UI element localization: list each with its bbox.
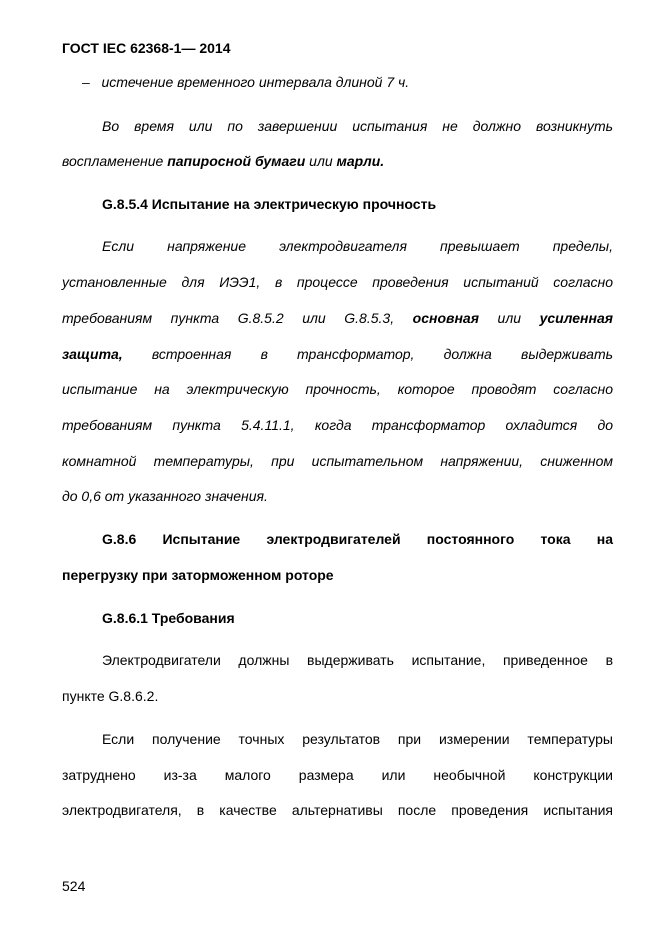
text-run: воспламенение: [62, 153, 168, 169]
term-cigarette-paper: папиросной бумаги: [167, 153, 306, 169]
paragraph-4-line-2: затруднено из-за малого размера или необычной конструкции: [62, 767, 613, 783]
paragraph-2-line-1: Если напряжение электродвигателя превышает пределы,: [102, 238, 613, 254]
paragraph-4-line-3: электродвигателя, в качестве альтернативы после проведения испытания: [62, 802, 613, 818]
term-basic: основная: [412, 310, 479, 326]
paragraph-2-line-8: до 0,6 от указанного значения.: [62, 488, 268, 504]
paragraph-1-line-2: [62, 152, 613, 170]
term-reinforced: усиленная: [539, 310, 613, 326]
paragraph-2-line-5: испытание на электрическую прочность, которое проводят согласно: [62, 381, 613, 397]
text-run: или: [305, 153, 337, 169]
page-number: 524: [62, 878, 86, 894]
dash-bullet: –: [82, 74, 90, 90]
paragraph-3-line-1: Электродвигатели должны выдерживать испытание, приведенное в: [102, 652, 613, 668]
section-heading-g86-line-1: G.8.6 Испытание электродвигателей постоянного тока на: [102, 531, 613, 547]
dash-item-text: истечение временного интервала длиной 7 ч.: [101, 74, 410, 90]
dash-list-item: [82, 73, 633, 91]
term-gauze: марли.: [336, 153, 385, 169]
section-heading-g861: G.8.6.1 Требования: [102, 610, 235, 626]
text-run: встроенная в трансформатор, должна выдерживать: [122, 346, 613, 362]
paragraph-2-line-2: установленные для ИЭЭ1, в процессе проведения испытаний согласно: [62, 274, 613, 290]
paragraph-2-line-3: [62, 309, 613, 327]
paragraph-1-line-1: Во время или по завершении испытания не должно возникнуть: [102, 118, 613, 134]
paragraph-2-line-7: комнатной температуры, при испытательном напряжении, сниженном: [62, 453, 613, 469]
term-protection: защита,: [62, 346, 123, 362]
text-run: или: [478, 310, 540, 326]
section-heading-g854: G.8.5.4 Испытание на электрическую прочность: [102, 196, 437, 212]
paragraph-2-line-4: [62, 345, 613, 363]
section-heading-g86-line-2: перегрузку при заторможенном роторе: [62, 567, 334, 583]
paragraph-2-line-6: требованиям пункта 5.4.11.1, когда трансформатор охладится до: [62, 417, 613, 433]
document-header: ГОСТ IEC 62368-1— 2014: [62, 40, 231, 56]
text-run: требованиям пункта G.8.5.2 или G.8.5.3,: [62, 310, 413, 326]
paragraph-3-line-2: пункте G.8.6.2.: [62, 688, 159, 704]
paragraph-4-line-1: Если получение точных результатов при измерении температуры: [102, 731, 613, 747]
